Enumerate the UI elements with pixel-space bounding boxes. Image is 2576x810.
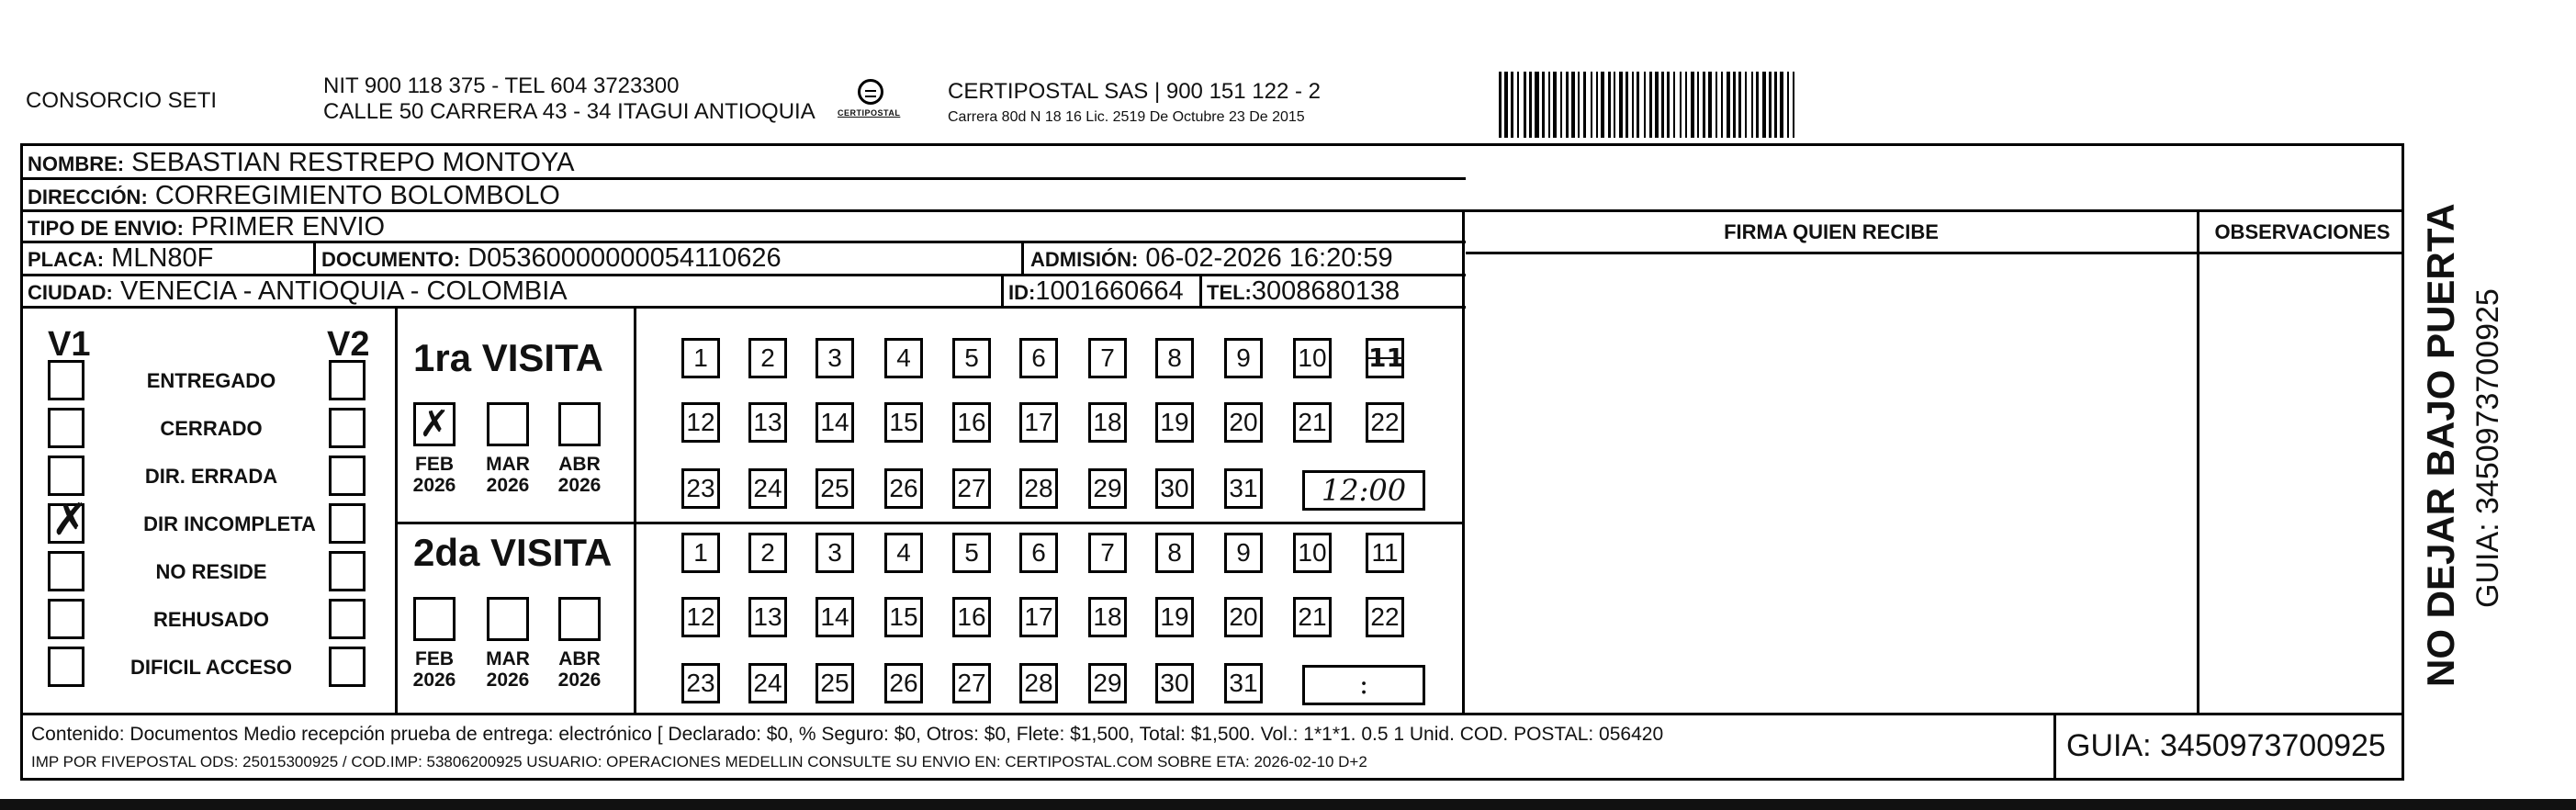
first-day-box[interactable]: 16 [952, 402, 991, 443]
barcode-bar [1793, 72, 1794, 138]
first-day-box[interactable]: 19 [1155, 402, 1194, 443]
first-day-box[interactable]: 22 [1366, 402, 1404, 443]
barcode-bar [1511, 72, 1513, 138]
first-day-box[interactable]: 26 [884, 468, 923, 509]
second-day-box[interactable]: 31 [1224, 663, 1263, 703]
barcode-bar [1529, 72, 1532, 138]
first-day-box[interactable]: 13 [748, 402, 787, 443]
second-day-box[interactable]: 6 [1019, 533, 1058, 573]
second-day-box[interactable]: 11 [1366, 533, 1404, 573]
barcode-bar [1685, 72, 1687, 138]
first-day-box[interactable]: 25 [816, 468, 854, 509]
second-day-box[interactable]: 13 [748, 597, 787, 637]
v1-checkbox[interactable] [48, 456, 84, 496]
first-day-box[interactable]: 10 [1293, 338, 1332, 378]
barcode-bar [1499, 72, 1502, 138]
second-day-box[interactable]: 23 [681, 663, 720, 703]
status-label: ENTREGADO [146, 369, 276, 392]
tipo-envio-field: TIPO DE ENVIO: PRIMER ENVIO [28, 212, 386, 242]
v1-checkbox[interactable] [48, 360, 84, 400]
second-day-box[interactable]: 22 [1366, 597, 1404, 637]
second-day-box[interactable]: 16 [952, 597, 991, 637]
barcode-bar [1644, 72, 1646, 138]
second-month-label: MAR 2026 [486, 648, 530, 691]
barcode-bar [1756, 72, 1759, 138]
no-dejar-bajo-puerta: NO DEJAR BAJO PUERTA [2419, 203, 2462, 687]
second-day-box[interactable]: 8 [1155, 533, 1194, 573]
barcode-bar [1751, 72, 1753, 138]
address-line: CALLE 50 CARRERA 43 - 34 ITAGUI ANTIOQUIA [323, 99, 816, 124]
second-time-field[interactable]: : [1302, 665, 1425, 705]
second-day-box[interactable]: 12 [681, 597, 720, 637]
direccion-field: DIRECCIÓN: CORREGIMIENTO BOLOMBOLO [28, 181, 560, 210]
barcode-bar [1655, 72, 1659, 138]
barcode-bar [1578, 72, 1580, 138]
second-day-box[interactable]: 27 [952, 663, 991, 703]
barcode-bar [1504, 72, 1508, 138]
first-visit-title: 1ra VISITA [413, 336, 603, 379]
second-day-box[interactable]: 28 [1019, 663, 1058, 703]
second-day-box[interactable]: 19 [1155, 597, 1194, 637]
status-label: CERRADO [160, 417, 263, 440]
second-month-checkbox[interactable] [487, 597, 529, 641]
barcode-bar [1625, 72, 1628, 138]
second-day-box[interactable]: 10 [1293, 533, 1332, 573]
first-day-box[interactable]: 2 [748, 338, 787, 378]
second-day-box[interactable]: 24 [748, 663, 787, 703]
status-label: DIR INCOMPLETA [143, 512, 316, 535]
status-label: NO RESIDE [155, 560, 267, 583]
print-info-line: IMP POR FIVEPOSTAL ODS: 25015300925 / COD.IMP: 53806200925 USUARIO: OPERACIONES MEDELLIN CONSULTE SU ENVIO EN: CERTIPOSTAL.COM SOBRE ETA: 2026-02-10 D+2 [31, 753, 1367, 771]
first-day-box[interactable]: 8 [1155, 338, 1194, 378]
second-day-box[interactable]: 14 [816, 597, 854, 637]
first-day-box[interactable]: 31 [1224, 468, 1263, 509]
carrier-line: CERTIPOSTAL SAS | 900 151 122 - 2 [948, 79, 1321, 104]
barcode-bar [1787, 72, 1789, 138]
barcode-bar [1691, 72, 1694, 138]
barcode-bar [1697, 72, 1699, 138]
barcode-bar [1548, 72, 1550, 138]
second-day-box[interactable]: 25 [816, 663, 854, 703]
first-day-box[interactable]: 1 [681, 338, 720, 378]
barcode-bar [1566, 72, 1569, 138]
barcode-bar [1571, 72, 1575, 138]
first-day-box[interactable]: 27 [952, 468, 991, 509]
barcode-bar [1673, 72, 1675, 138]
first-month-label: FEB 2026 [412, 454, 456, 496]
first-month-checkbox[interactable] [487, 402, 529, 446]
first-day-box[interactable]: 5 [952, 338, 991, 378]
second-day-box[interactable]: 2 [748, 533, 787, 573]
firma-header: FIRMA QUIEN RECIBE [1724, 220, 1939, 243]
second-day-box[interactable]: 5 [952, 533, 991, 573]
placa-field: PLACA: MLN80F [28, 243, 214, 273]
first-day-box[interactable]: 28 [1019, 468, 1058, 509]
barcode-bar [1762, 72, 1766, 138]
second-day-box[interactable]: 26 [884, 663, 923, 703]
second-month-checkbox[interactable] [558, 597, 601, 641]
v1-checkbox[interactable] [48, 551, 84, 591]
tel-field: TEL:3008680138 [1207, 276, 1400, 306]
side-guia: GUIA: 3450973700925 [2470, 288, 2505, 608]
check-mark: ✗ [51, 494, 89, 546]
second-day-box[interactable]: 17 [1019, 597, 1058, 637]
first-day-box[interactable]: 20 [1224, 402, 1263, 443]
v2-checkbox[interactable] [329, 647, 366, 687]
v2-checkbox[interactable] [329, 360, 366, 400]
barcode-bar [1560, 72, 1562, 138]
v1-checkbox[interactable] [48, 408, 84, 448]
barcode-bar [1583, 72, 1586, 138]
second-day-box[interactable]: 29 [1088, 663, 1127, 703]
second-day-box[interactable]: 18 [1088, 597, 1127, 637]
first-day-box[interactable]: 14 [816, 402, 854, 443]
barcode-bar [1637, 72, 1639, 138]
ciudad-field: CIUDAD: VENECIA - ANTIOQUIA - COLOMBIA [28, 276, 568, 306]
nombre-field: NOMBRE: SEBASTIAN RESTREPO MONTOYA [28, 148, 575, 177]
first-day-box[interactable]: 29 [1088, 468, 1127, 509]
v2-checkbox[interactable] [329, 599, 366, 639]
barcode-bar [1614, 72, 1615, 138]
first-day-box[interactable]: 12 [681, 402, 720, 443]
documento-field: DOCUMENTO: D05360000000054110626 [321, 243, 782, 273]
second-day-box[interactable]: 30 [1155, 663, 1194, 703]
barcode-bar [1703, 72, 1705, 138]
second-month-checkbox[interactable] [413, 597, 456, 641]
barcode-bar [1715, 72, 1717, 138]
v2-checkbox[interactable] [329, 408, 366, 448]
contents-line: Contenido: Documentos Medio recepción prueba de entrega: electrónico [ Declarado: $0, % Seguro: $0, Otros: $0, Flete: $1,500, Total: $1,500. Vol.: 1*1*1. 0.5 1 Unid. COD. POSTAL: 056420 [31, 724, 1664, 745]
first-day-box[interactable]: 30 [1155, 468, 1194, 509]
barcode-bar [1524, 72, 1526, 138]
barcode-bar [1727, 72, 1730, 138]
barcode-bar [1733, 72, 1736, 138]
first-day-box[interactable]: 18 [1088, 402, 1127, 443]
id-field: ID:1001660664 [1008, 276, 1184, 306]
second-month-label: FEB 2026 [412, 648, 456, 691]
first-day-box[interactable]: 21 [1293, 402, 1332, 443]
first-day-box[interactable]: 6 [1019, 338, 1058, 378]
barcode-bar [1667, 72, 1670, 138]
v2-checkbox[interactable] [329, 551, 366, 591]
barcode-bar [1738, 72, 1741, 138]
barcode-bar [1619, 72, 1623, 138]
license-line: Carrera 80d N 18 16 Lic. 2519 De Octubre 23 De 2015 [948, 109, 1305, 125]
first-time-field[interactable]: 12:00 [1302, 470, 1425, 511]
status-label: DIR. ERRADA [144, 465, 278, 488]
second-day-box[interactable]: 20 [1224, 597, 1263, 637]
barcode-bar [1708, 72, 1712, 138]
second-day-box[interactable]: 9 [1224, 533, 1263, 573]
first-day-box[interactable]: 9 [1224, 338, 1263, 378]
first-day-box[interactable]: 24 [748, 468, 787, 509]
barcode-bar [1553, 72, 1557, 138]
barcode-bar [1769, 72, 1772, 138]
second-day-box[interactable]: 21 [1293, 597, 1332, 637]
barcode-bar [1649, 72, 1652, 138]
barcode-bar [1774, 72, 1777, 138]
first-month-label: ABR 2026 [557, 454, 602, 496]
observaciones-header: OBSERVACIONES [2214, 220, 2390, 243]
barcode-bar [1661, 72, 1664, 138]
second-visit-title: 2da VISITA [413, 531, 613, 574]
admision-field: ADMISIÓN: 06-02-2026 16:20:59 [1030, 243, 1393, 273]
v2-label: V2 [327, 325, 370, 364]
status-label: REHUSADO [153, 608, 269, 631]
bottom-rule [0, 799, 2576, 810]
first-day-box[interactable]: 4 [884, 338, 923, 378]
barcode-bar [1680, 72, 1682, 138]
logo-icon [858, 79, 883, 105]
barcode-bar [1745, 72, 1747, 138]
barcode-bar [1542, 72, 1545, 138]
barcode-bar [1780, 72, 1783, 138]
barcode-bar [1608, 72, 1611, 138]
second-day-box[interactable]: 7 [1088, 533, 1127, 573]
v1-checkbox[interactable] [48, 647, 84, 687]
second-day-box[interactable]: 3 [816, 533, 854, 573]
v1-checkbox[interactable] [48, 599, 84, 639]
first-day-box[interactable]: 17 [1019, 402, 1058, 443]
v1-label: V1 [48, 325, 91, 364]
first-month-checkbox[interactable] [558, 402, 601, 446]
company-name: CONSORCIO SETI [26, 88, 218, 113]
first-day-box[interactable]: 23 [681, 468, 720, 509]
barcode [1499, 72, 2222, 138]
first-day-box[interactable]: 3 [816, 338, 854, 378]
barcode-bar [1632, 72, 1634, 138]
second-day-box[interactable]: 1 [681, 533, 720, 573]
barcode-bar [1596, 72, 1598, 138]
barcode-bar [1517, 72, 1519, 138]
guia-box: GUIA: 3450973700925 [2066, 728, 2386, 763]
barcode-bar [1601, 72, 1604, 138]
status-label: DIFICIL ACCESO [129, 656, 292, 679]
logo-text: CERTIPOSTAL [838, 108, 901, 118]
second-day-box[interactable]: 15 [884, 597, 923, 637]
v2-checkbox[interactable] [329, 456, 366, 496]
second-day-box[interactable]: 4 [884, 533, 923, 573]
first-day-box[interactable]: 11 [1366, 338, 1404, 378]
first-month-checkbox[interactable]: ✗ [413, 402, 456, 446]
first-day-box[interactable]: 7 [1088, 338, 1127, 378]
second-month-label: ABR 2026 [557, 648, 602, 691]
barcode-bar [1535, 72, 1539, 138]
nit-line: NIT 900 118 375 - TEL 604 3723300 [323, 73, 680, 98]
first-day-box[interactable]: 15 [884, 402, 923, 443]
first-month-label: MAR 2026 [486, 454, 530, 496]
barcode-bar [1721, 72, 1723, 138]
barcode-bar [1591, 72, 1592, 138]
